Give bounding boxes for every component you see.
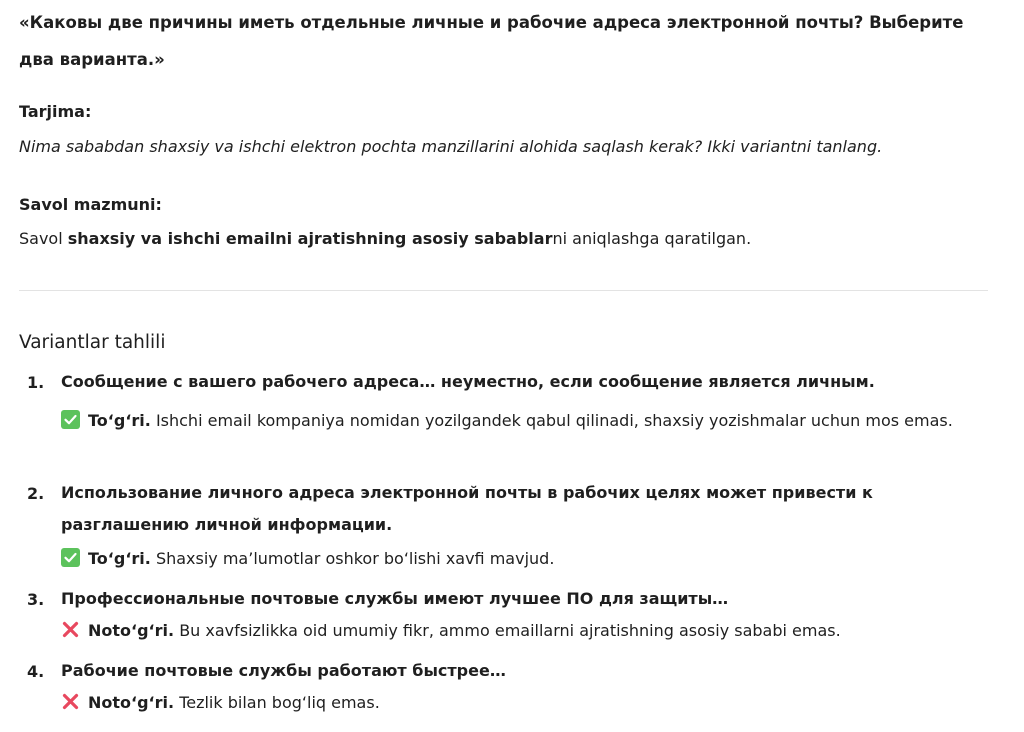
cross-icon — [61, 692, 80, 711]
meaning-suffix: ni aniqlashga qaratilgan. — [552, 229, 752, 248]
option-text: Сообщение с вашего рабочего адреса… неуместно, если сообщение является личным. — [61, 372, 875, 391]
meaning-bold: shaxsiy va ishchi emailni ajratishning asosiy sabablar — [67, 229, 553, 248]
item-number: 2. — [27, 484, 45, 503]
verdict-label: To‘g‘ri. — [88, 411, 151, 430]
verdict-explanation: Ishchi email kompaniya nomidan yozilgandek qabul qilinadi, shaxsiy yozishmalar uchun mos emas. — [155, 411, 953, 430]
item-number: 4. — [27, 662, 45, 681]
meaning-label: Savol mazmuni: — [19, 195, 162, 214]
analysis-heading: Variantlar tahlili — [19, 332, 166, 353]
verdict-explanation: Shaxsiy ma’lumotlar oshkor bo‘lishi xavfi mavjud. — [155, 549, 555, 568]
verdict-label: To‘g‘ri. — [88, 549, 151, 568]
verdict-line — [61, 686, 996, 720]
verdict-line — [61, 614, 996, 648]
option-text: Профессиональные почтовые службы имеют лучшее ПО для защиты… — [61, 589, 729, 608]
item-number: 3. — [27, 590, 45, 609]
translation-label: Tarjima: — [19, 102, 92, 121]
meaning-prefix: Savol — [19, 229, 68, 248]
verdict-explanation: Tezlik bilan bog‘liq emas. — [179, 693, 380, 712]
verdict-label: Noto‘g‘ri. — [88, 621, 175, 640]
question-text: «Каковы две причины иметь отдельные личные и рабочие адреса электронной почты? Выберите два варианта.» — [19, 13, 964, 69]
verdict-explanation: Bu xavfsizlikka oid umumiy fikr, ammo emaillarni ajratishning asosiy sababi emas. — [179, 621, 841, 640]
section-divider — [19, 290, 988, 291]
verdict-line — [61, 404, 996, 438]
meaning-text — [19, 229, 751, 248]
option-text: Использование личного адреса электронной почты в рабочих целях может привести к разглашению личной информации. — [61, 483, 873, 534]
check-icon — [61, 410, 80, 429]
verdict-line — [61, 542, 996, 576]
cross-icon — [61, 620, 80, 639]
check-icon — [61, 548, 80, 567]
option-text: Рабочие почтовые службы работают быстрее… — [61, 661, 506, 680]
item-number: 1. — [27, 373, 45, 392]
translation-text: Nima sababdan shaxsiy va ishchi elektron pochta manzillarini alohida saqlash kerak? Ikki variantni tanlang. — [19, 137, 883, 156]
verdict-label: Noto‘g‘ri. — [88, 693, 175, 712]
